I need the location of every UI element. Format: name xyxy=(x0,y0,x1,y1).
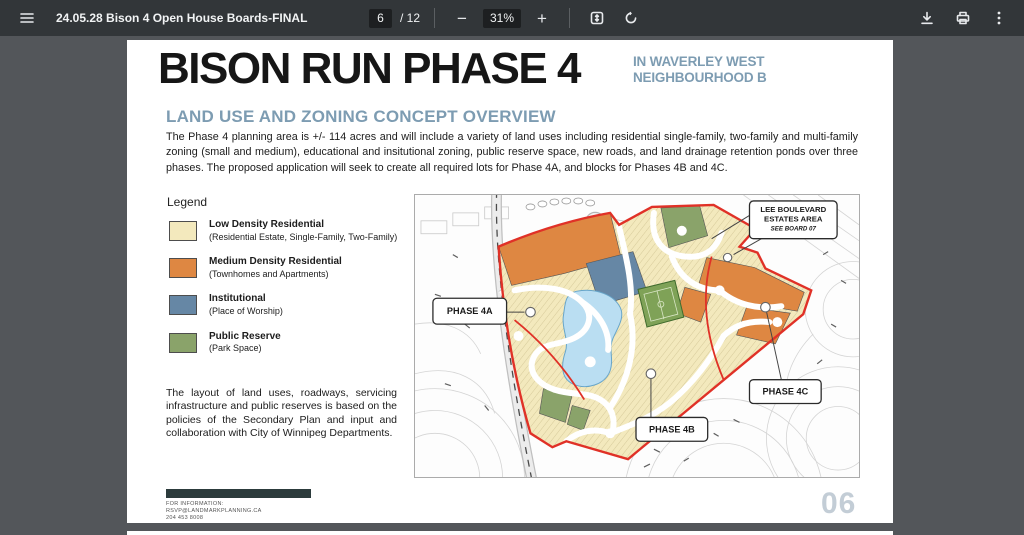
download-button[interactable] xyxy=(914,5,940,31)
legend-item-institutional xyxy=(169,293,414,317)
more-options-icon xyxy=(991,10,1007,26)
lee-label-line1: LEE BOULEVARD xyxy=(760,204,827,214)
low-density-swatch xyxy=(169,221,197,241)
subtitle-line1: IN WAVERLEY WEST xyxy=(633,54,765,69)
site-plan-svg xyxy=(415,195,859,477)
page-input[interactable] xyxy=(369,9,392,28)
lee-label-line3: SEE BOARD 07 xyxy=(770,225,816,233)
toolbar-divider xyxy=(434,8,435,28)
fit-page-button[interactable] xyxy=(584,5,610,31)
subtitle-line2: NEIGHBOURHOOD B xyxy=(633,69,767,85)
landmark-logo-bar xyxy=(166,489,311,498)
legend-name: Institutional xyxy=(209,293,266,305)
public-reserve-swatch xyxy=(169,333,197,353)
menu-icon xyxy=(19,10,35,26)
legend-detail: (Place of Worship) xyxy=(209,305,283,316)
page-title: BISON RUN PHASE 4 xyxy=(158,44,580,93)
footer-contact xyxy=(166,501,262,522)
zoom-level: 31% xyxy=(483,9,521,28)
legend-title: Legend xyxy=(167,195,208,209)
footer-info-label: FOR INFORMATION: xyxy=(166,501,224,507)
toolbar-divider xyxy=(569,8,570,28)
board-number: 06 xyxy=(821,487,857,520)
download-icon xyxy=(919,10,935,26)
document-title: 24.05.28 Bison 4 Open House Boards-FINAL xyxy=(56,11,308,25)
legend-item-public-reserve xyxy=(169,331,414,355)
print-button[interactable] xyxy=(950,5,976,31)
next-page-edge xyxy=(127,531,893,535)
site-plan-map xyxy=(414,194,860,478)
legend-item-medium-density xyxy=(169,256,414,280)
pdf-toolbar xyxy=(0,0,1024,36)
legend-name: Public Reserve xyxy=(209,330,281,342)
footer-email: RSVP@LANDMARKPLANNING.CA xyxy=(166,508,262,515)
medium-density-swatch xyxy=(169,258,197,278)
zoom-out-button[interactable]: − xyxy=(457,8,467,28)
phase-4a-callout xyxy=(433,298,507,324)
legend-detail: (Park Space) xyxy=(209,343,262,354)
phase-4b-callout xyxy=(636,417,708,441)
footer-phone: 204 453 8008 xyxy=(166,515,204,522)
intro-paragraph: The Phase 4 planning area is +/- 114 acres and will include a variety of land uses including residential single-family, two-family and multi-family zoning (small and medium), educational and insitutional zoning, public reserve space, new roads, and land drainage retention ponds over three phases. The proposed application will seek to create all required lots for Phase 4A, and blocks for Phases 4B and 4C. xyxy=(166,131,858,174)
legend-name: Medium Density Residential xyxy=(209,256,342,268)
closing-paragraph: The layout of land uses, roadways, servicing infrastructure and public reserves is based on the policies of the Secondary Plan and input and collaboration with City of Winnipeg Departments. xyxy=(166,387,397,440)
rotate-counterclockwise-icon xyxy=(623,10,639,26)
institutional-swatch xyxy=(169,295,197,315)
menu-button[interactable] xyxy=(14,5,40,31)
section-heading: LAND USE AND ZONING CONCEPT OVERVIEW xyxy=(166,107,556,126)
print-icon xyxy=(955,10,971,26)
rotate-button[interactable] xyxy=(618,5,644,31)
phase-4b-label: PHASE 4B xyxy=(648,424,695,435)
legend-detail: (Residential Estate, Single-Family, Two-Family) xyxy=(209,231,398,242)
legend xyxy=(169,219,414,368)
phase-4a-label: PHASE 4A xyxy=(446,306,493,317)
legend-item-low-density xyxy=(169,219,414,243)
phase-4c-callout xyxy=(749,380,821,404)
lee-boulevard-callout xyxy=(749,201,837,239)
page-subtitle xyxy=(633,54,767,86)
zoom-in-button[interactable]: + xyxy=(537,8,547,28)
legend-name: Low Density Residential xyxy=(209,219,325,230)
lee-label-line2: ESTATES AREA xyxy=(764,214,823,224)
pdf-viewer-area xyxy=(0,36,1024,535)
pdf-page xyxy=(127,40,893,523)
phase-4c-label: PHASE 4C xyxy=(762,386,809,397)
more-options-button[interactable] xyxy=(986,5,1012,31)
legend-detail: (Townhomes and Apartments) xyxy=(209,268,329,279)
page-count: / 12 xyxy=(399,11,421,25)
fit-page-icon xyxy=(589,10,605,26)
